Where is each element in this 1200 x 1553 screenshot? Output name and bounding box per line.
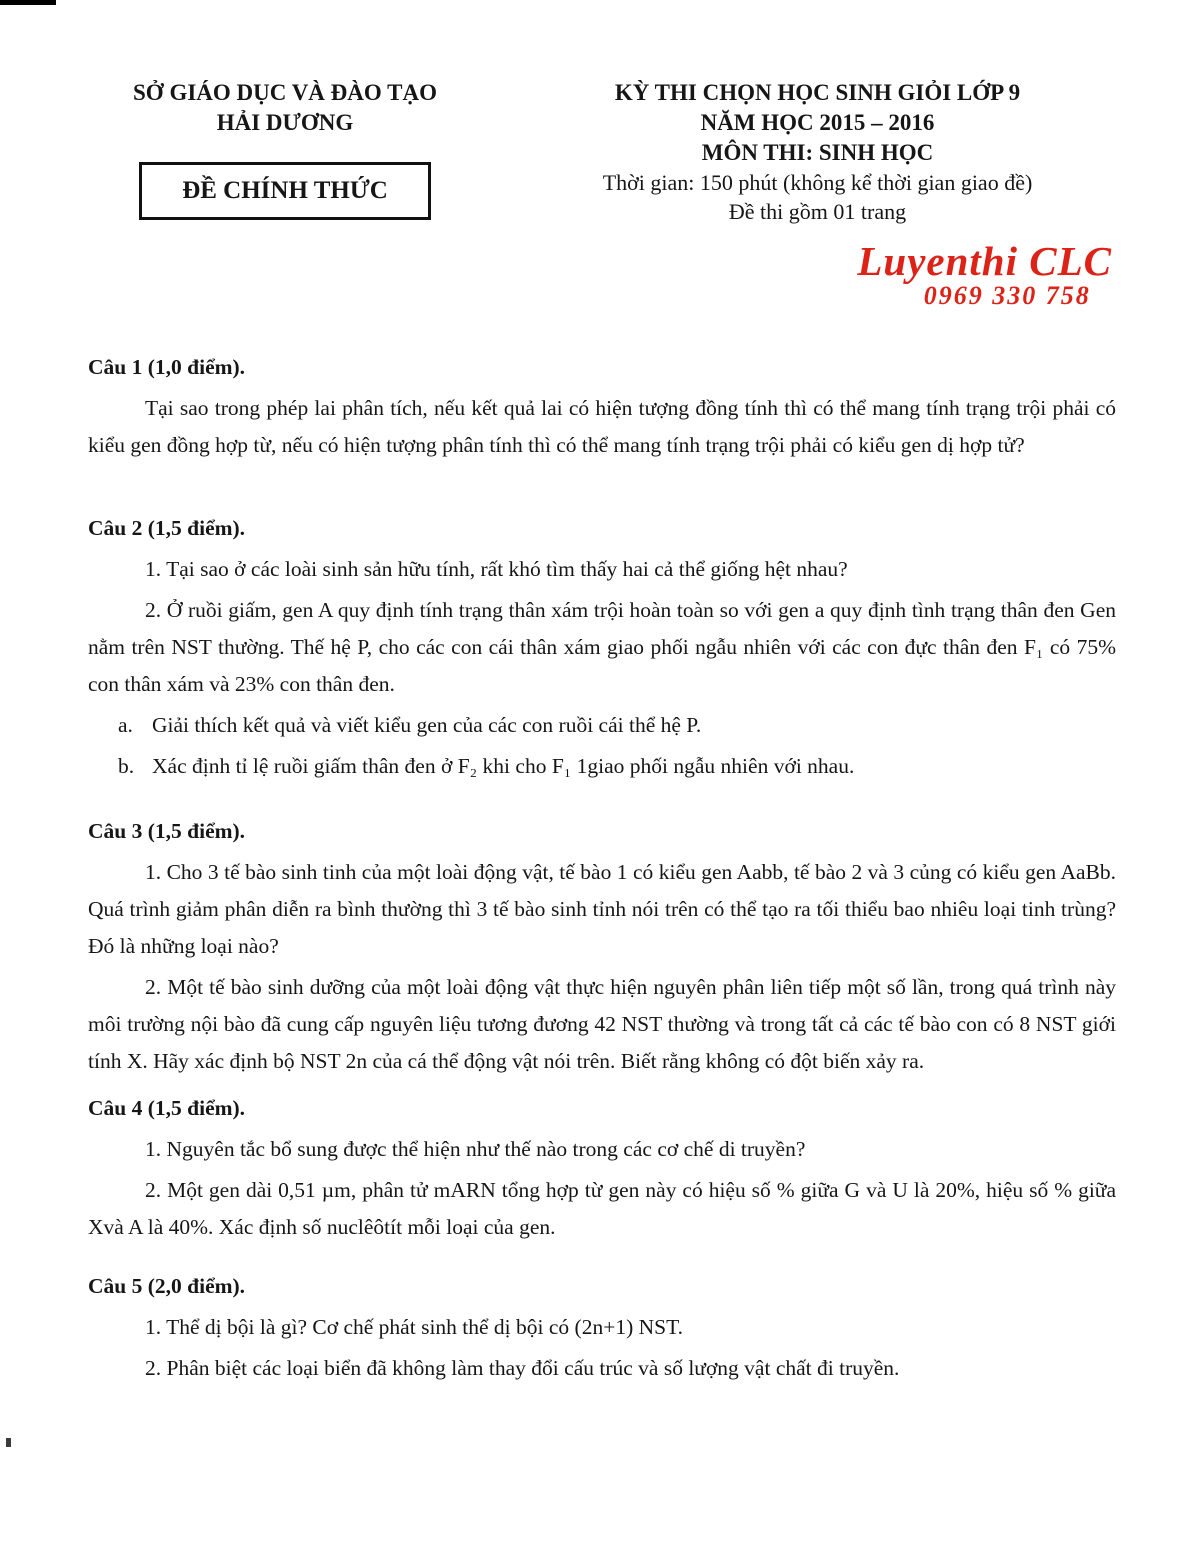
subitem-a-text: Giải thích kết quả và viết kiểu gen của các con ruồi cái thể hệ P.: [152, 713, 702, 737]
exam-duration: Thời gian: 150 phút (không kể thời gian giao đề): [602, 170, 1033, 195]
question-1-text: Tại sao trong phép lai phân tích, nếu kết quả lai có hiện tượng đồng tính thì có thể mang tính trạng trội phải có kiểu gen đồng hợp từ, nếu có hiện tượng phân tính thì có thể mang tính trạng trội phải có kiểu gen dị hợp tử?: [88, 396, 1116, 457]
question-2-title: Câu 2 (1,5 điểm).: [88, 516, 246, 540]
header-right-block: [505, 78, 1130, 226]
question-2: [88, 510, 1116, 785]
exam-title: KỲ THI CHỌN HỌC SINH GIỎI LỚP 9: [614, 80, 1021, 105]
question-3-part-2: 2. Một tế bào sinh dưỡng của một loài động vật thực hiện nguyên phân liên tiếp một số lần, trong quá trình này môi trường nội bào đã cung cấp nguyên liệu tương đương 42 NST thường và trong tất cả các tế bào con có 8 NST giới tính X. Hãy xác định bộ NST 2n của cá thể động vật nói trên. Biết rằng không có đột biến xảy ra.: [88, 975, 1116, 1073]
subitem-b-label: b.: [118, 754, 135, 778]
official-exam-box: ĐỀ CHÍNH THỨC: [139, 162, 431, 220]
logo-phone-number: 0969 330 758: [923, 281, 1091, 310]
tutoring-center-logo: [857, 240, 1112, 309]
question-3-title: Câu 3 (1,5 điểm).: [88, 819, 246, 843]
question-1-title: Câu 1 (1,0 điểm).: [88, 355, 246, 379]
question-4: [88, 1090, 1116, 1246]
document-header: [0, 0, 1200, 349]
question-2-subitem-a: [88, 707, 1116, 744]
exam-pages-note: Đề thi gồm 01 trang: [728, 199, 907, 224]
logo-name-text: Luyenthi CLC: [857, 238, 1112, 284]
subitem-a-label: a.: [118, 713, 133, 737]
question-2-part-1: 1. Tại sao ở các loài sinh sản hữu tính, rất khó tìm thấy hai cả thể giống hệt nhau?: [145, 557, 848, 581]
subitem-b-text: Xác định tỉ lệ ruồi giấm thân đen ở F₂ khi cho F₁ 1giao phối ngẫu nhiên với nhau.: [152, 754, 855, 778]
question-4-title: Câu 4 (1,5 điểm).: [88, 1096, 246, 1120]
question-1: [88, 349, 1116, 464]
question-5-part-2: 2. Phân biệt các loại biển đã không làm thay đổi cấu trúc và số lượng vật chất đi truyền.: [145, 1356, 900, 1380]
question-3-part-1: 1. Cho 3 tế bào sinh tinh của một loài động vật, tế bào 1 có kiểu gen Aabb, tế bào 2 và 3 củng có kiểu gen AaBb. Quá trình giảm phân diễn ra bình thường thì 3 tế bào sinh tỉnh nói trên có thể tạo ra tối thiểu bao nhiêu loại tinh trùng? Đó là những loại nào?: [88, 860, 1116, 958]
question-3: [88, 813, 1116, 1080]
question-4-part-2: 2. Một gen dài 0,51 µm, phân tử mARN tổng hợp từ gen này có hiệu số % giữa G và U là 20%, hiệu số % giữa Xvà A là 40%. Xác định số nuclêôtít mỗi loại của gen.: [88, 1178, 1116, 1239]
question-4-part-1: 1. Nguyên tắc bổ sung được thể hiện như thế nào trong các cơ chế di truyền?: [145, 1137, 806, 1161]
province-name: HẢI DƯƠNG: [216, 110, 354, 135]
question-2-subitem-b: [88, 748, 1116, 785]
question-5-title: Câu 5 (2,0 điểm).: [88, 1274, 246, 1298]
question-5-part-1: 1. Thể dị bội là gì? Cơ chế phát sinh thể dị bội có (2n+1) NST.: [145, 1315, 684, 1339]
exam-body: [0, 349, 1200, 1387]
exam-subject: MÔN THI: SINH HỌC: [701, 140, 934, 165]
question-2-part-2: 2. Ở ruồi giấm, gen A quy định tính trạng thân xám trội hoàn toàn so với gen a quy định tình trạng thân đen Gen nằm trên NST thường. Thế hệ P, cho các con cái thân xám giao phối ngẫu nhiên với các con đực thân đen F₁ có 75% con thân xám và 23% con thân đen.: [88, 598, 1116, 696]
school-year: NĂM HỌC 2015 – 2016: [700, 110, 935, 135]
question-5: [88, 1268, 1116, 1387]
scan-artifact-left-edge: [6, 1438, 11, 1447]
issuing-department: SỞ GIÁO DỤC VÀ ĐÀO TẠO: [133, 80, 437, 105]
header-left-block: [90, 78, 480, 220]
